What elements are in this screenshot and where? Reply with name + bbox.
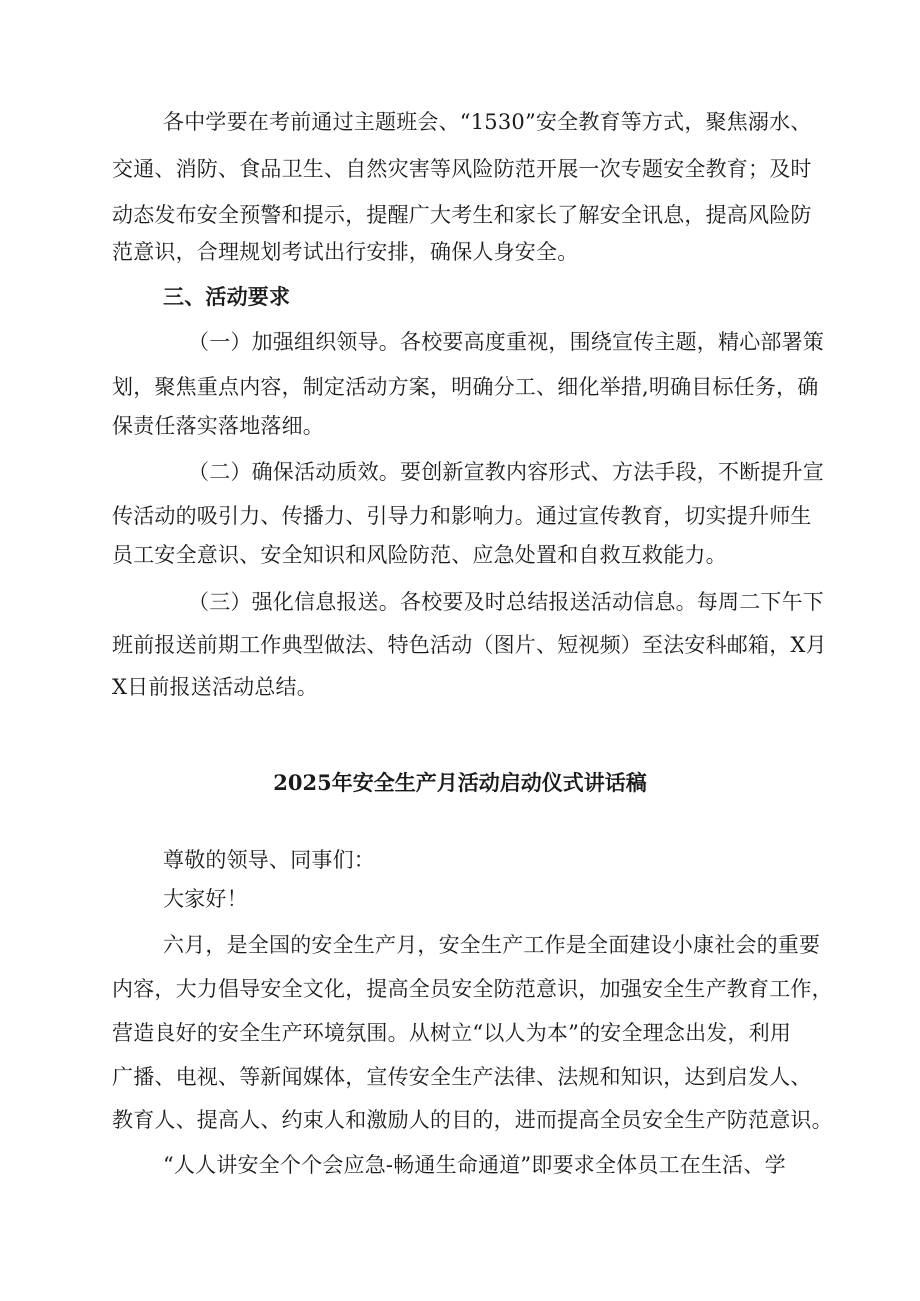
salutation: 尊敬的领导、同事们： — [163, 848, 375, 872]
paragraph-line: 传活动的吸引力、传播力、引导力和影响力。通过宣传教育，切实提升师生 — [112, 504, 812, 528]
paragraph-line: 教育人、提高人、约束人和激励人的目的，进而提高全员安全生产防范意识。 — [112, 1108, 833, 1132]
speech-title: 2025年安全生产月活动启动仪式讲话稿 — [273, 770, 647, 795]
paragraph-line: 交通、消防、食品卫生、自然灾害等风险防范开展一次专题安全教育；及时 — [112, 157, 812, 181]
paragraph-line: 划，聚焦重点内容，制定活动方案，明确分工、细化举措,明确目标任务，确 — [112, 375, 819, 399]
paragraph-line: 营造良好的安全生产环境氛围。从树立“以人为本”的安全理念出发，利用 — [112, 1021, 792, 1045]
paragraph-line: 保责任落实落地落细。 — [112, 414, 324, 438]
paragraph-line: X日前报送活动总结。 — [112, 675, 318, 699]
paragraph-line: 各中学要在考前通过主题班会、“1530”安全教育等方式，聚焦溺水、 — [163, 110, 812, 134]
paragraph-line: 内容，大力倡导安全文化，提高全员安全防范意识，加强安全生产教育工作， — [112, 977, 833, 1001]
paragraph-line: 班前报送前期工作典型做法、特色活动（图片、短视频）至法安科邮箱，X月 — [112, 633, 827, 657]
paragraph-line: 范意识，合理规划考试出行安排，确保人身安全。 — [112, 240, 579, 264]
paragraph-line: 动态发布安全预警和提示，提醒广大考生和家长了解安全讯息，提高风险防 — [112, 203, 812, 227]
section-heading: 三、活动要求 — [163, 284, 291, 309]
paragraph-line: “人人讲安全个个会应急-畅通生命通道”即要求全体员工在生活、学 — [163, 1153, 786, 1177]
paragraph-line: （二）确保活动质效。要创新宣教内容形式、方法手段，不断提升宣 — [188, 460, 824, 484]
paragraph-line: 六月，是全国的安全生产月，安全生产工作是全面建设小康社会的重要 — [163, 933, 821, 957]
paragraph-line: （一）加强组织领导。各校要高度重视，围绕宣传主题，精心部署策 — [188, 330, 824, 354]
greeting: 大家好！ — [163, 887, 248, 911]
paragraph-line: 广播、电视、等新闻媒体，宣传安全生产法律、法规和知识，达到启发人、 — [112, 1065, 812, 1089]
paragraph-line: 员工安全意识、安全知识和风险防范、应急处置和自救互救能力。 — [112, 543, 727, 567]
paragraph-line: （三）强化信息报送。各校要及时总结报送活动信息。每周二下午下 — [188, 590, 824, 614]
